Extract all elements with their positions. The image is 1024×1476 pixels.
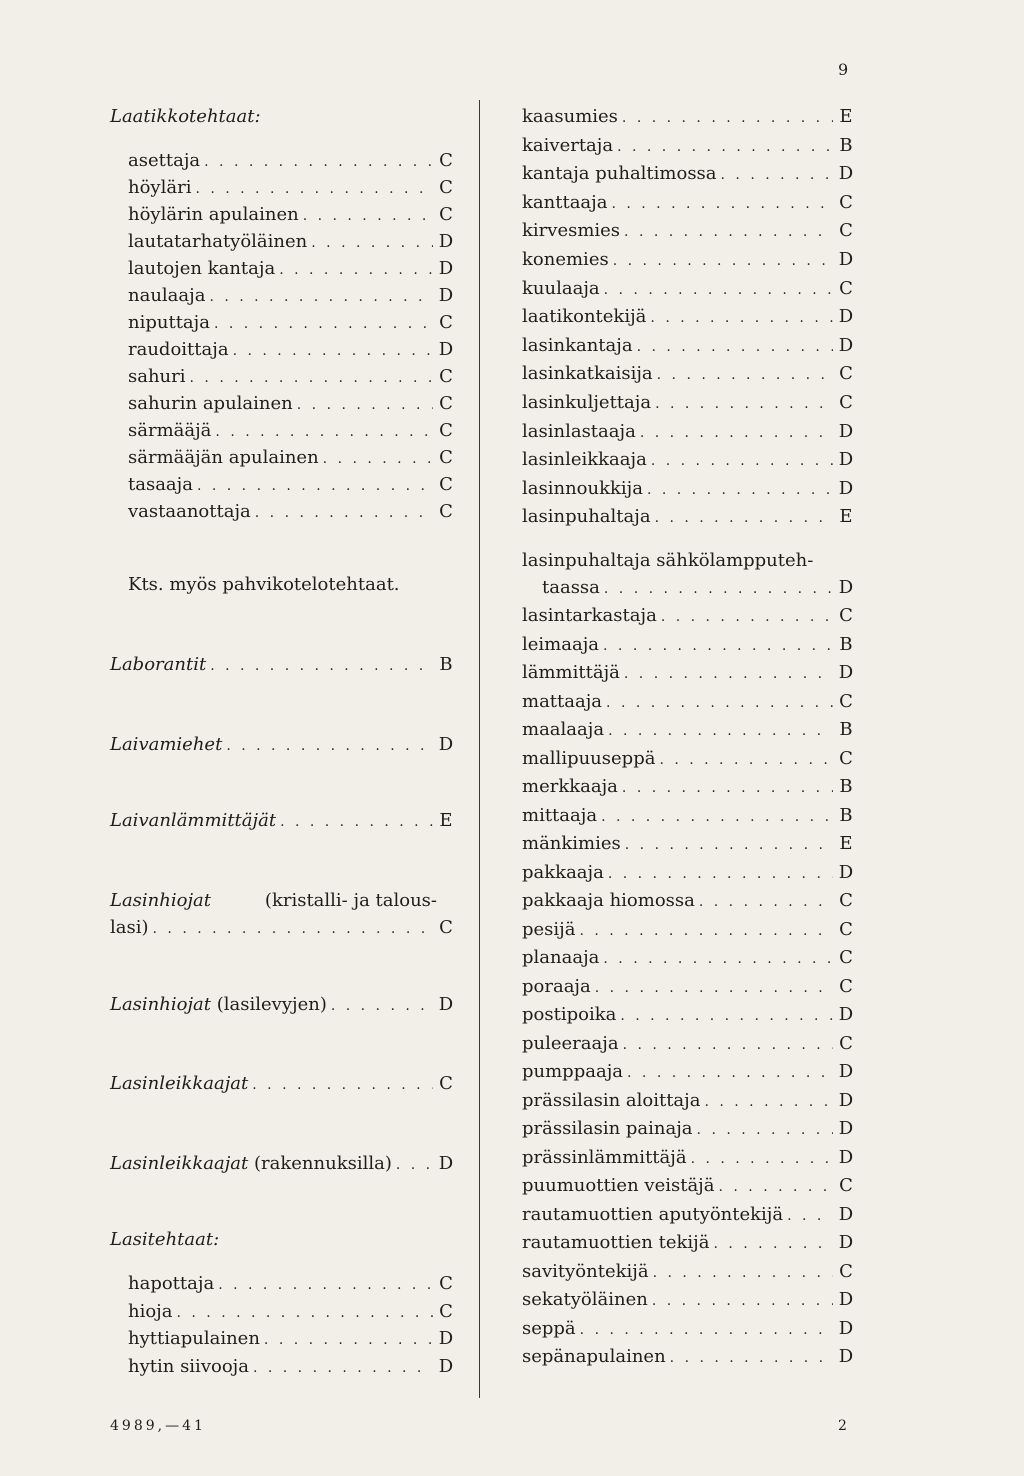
list-item bbox=[522, 363, 855, 386]
list-item bbox=[522, 1289, 855, 1312]
leader-dots bbox=[652, 1290, 833, 1312]
entry-label-rest: (rakennuksilla) bbox=[254, 1153, 392, 1174]
entry-label-italic: Lasinhiojat bbox=[110, 890, 212, 911]
entry-code: B bbox=[839, 719, 853, 740]
list-item bbox=[522, 890, 855, 913]
list-item bbox=[128, 204, 455, 227]
entry-label: merkkaaja bbox=[522, 776, 618, 797]
leader-dots bbox=[719, 1176, 834, 1198]
entry-label: mallipuuseppä bbox=[522, 748, 656, 769]
entry-label: lasintarkastaja bbox=[522, 605, 657, 626]
entry-code: D bbox=[838, 1232, 854, 1253]
leader-dots bbox=[215, 421, 433, 443]
entry-code: D bbox=[438, 339, 454, 360]
entry-label: lasinkatkaisija bbox=[522, 363, 653, 384]
entry-label: prässinlämmittäjä bbox=[522, 1147, 687, 1168]
list-item bbox=[128, 474, 455, 497]
footer-print-code: 4989,—41 bbox=[110, 1418, 206, 1434]
leader-dots bbox=[210, 655, 433, 677]
entry-code: C bbox=[839, 1033, 853, 1054]
entry-label: prässilasin painaja bbox=[522, 1118, 693, 1139]
entry-label: niputtaja bbox=[128, 312, 210, 333]
entry-laivanlammittajat bbox=[110, 810, 455, 833]
entry-code: D bbox=[838, 478, 854, 499]
entry-label: kantaja puhaltimossa bbox=[522, 163, 717, 184]
list-item bbox=[522, 919, 855, 942]
leader-dots bbox=[787, 1205, 833, 1227]
leader-dots bbox=[603, 948, 833, 970]
entry-code: C bbox=[839, 220, 853, 241]
entry-label: lasinlastaaja bbox=[522, 421, 636, 442]
list-item bbox=[522, 805, 855, 828]
list-item bbox=[128, 1356, 455, 1379]
see-also-note: Kts. myös pahvikotelotehtaat. bbox=[128, 574, 400, 595]
leader-dots bbox=[625, 834, 833, 856]
leader-dots bbox=[226, 735, 433, 757]
entry-label: lautojen kantaja bbox=[128, 258, 276, 279]
leader-dots bbox=[233, 340, 433, 362]
list-item bbox=[522, 106, 855, 129]
entry-code: C bbox=[439, 501, 453, 522]
list-item bbox=[522, 1232, 855, 1255]
list-item bbox=[522, 278, 855, 301]
leader-dots bbox=[704, 1091, 833, 1113]
entry-label: lasinnoukkija bbox=[522, 478, 643, 499]
entry-label: pumppaaja bbox=[522, 1061, 624, 1082]
entry-label: pakkaaja bbox=[522, 862, 604, 883]
list-item bbox=[128, 366, 455, 389]
entry-label: kaasumies bbox=[522, 106, 618, 127]
list-item bbox=[128, 339, 455, 362]
leader-dots bbox=[204, 151, 433, 173]
entry-code: D bbox=[838, 449, 854, 470]
entry-code: B bbox=[839, 135, 853, 156]
entry-label-rest: (lasilevyjen) bbox=[216, 994, 327, 1015]
list-item bbox=[128, 1301, 455, 1324]
leader-dots bbox=[670, 1347, 833, 1369]
list-item bbox=[522, 306, 855, 329]
entry-label: tasaaja bbox=[128, 474, 193, 495]
entry-code: B bbox=[839, 634, 853, 655]
list-item bbox=[522, 449, 855, 472]
list-item bbox=[128, 177, 455, 200]
entry-label: höylärin apulainen bbox=[128, 204, 299, 225]
list-item bbox=[522, 662, 855, 685]
entry-code: C bbox=[839, 605, 853, 626]
entry-code: D bbox=[838, 662, 854, 683]
list-item bbox=[522, 220, 855, 243]
heading-laatikkotehtaat: Laatikkotehtaat: bbox=[110, 106, 261, 127]
list-item bbox=[522, 1175, 855, 1198]
entry-label: hioja bbox=[128, 1301, 173, 1322]
entry-label: Laborantit bbox=[110, 654, 207, 675]
entry-label: sepänapulainen bbox=[522, 1346, 666, 1367]
entry-code: C bbox=[839, 278, 853, 299]
entry-label: mänkimies bbox=[522, 833, 621, 854]
entry-label: pesijä bbox=[522, 919, 576, 940]
entry-code: C bbox=[839, 890, 853, 911]
entry-label: lasinkantaja bbox=[522, 335, 633, 356]
entry-code: C bbox=[439, 366, 453, 387]
entry-code: D bbox=[438, 285, 454, 306]
entry-label: raudoittaja bbox=[128, 339, 229, 360]
list-item bbox=[522, 634, 855, 657]
entry-label: hyttiapulainen bbox=[128, 1328, 260, 1349]
leader-dots bbox=[255, 502, 433, 524]
entry-label: planaaja bbox=[522, 947, 600, 968]
entry-label: höyläri bbox=[128, 177, 192, 198]
entry-code: D bbox=[438, 231, 454, 252]
leader-dots bbox=[613, 250, 833, 272]
entry-label: lasinleikkaaja bbox=[522, 449, 647, 470]
leader-dots bbox=[651, 450, 833, 472]
leader-dots bbox=[624, 663, 833, 685]
entry-code: B bbox=[439, 654, 453, 675]
entry-label: naulaaja bbox=[128, 285, 206, 306]
leader-dots bbox=[253, 1357, 433, 1379]
list-item bbox=[522, 1147, 855, 1170]
entry-label: vastaanottaja bbox=[128, 501, 251, 522]
entry-code: D bbox=[838, 577, 854, 598]
leader-dots bbox=[604, 279, 833, 301]
entry-label: lasinpuhaltaja bbox=[522, 506, 651, 527]
entry-sahko-line1: lasinpuhaltaja sähkölampputeh- bbox=[522, 550, 814, 571]
entry-label: asettaja bbox=[128, 150, 201, 171]
entry-code: C bbox=[439, 312, 453, 333]
leader-dots bbox=[622, 777, 833, 799]
entry-code: D bbox=[838, 249, 854, 270]
entry-label: mittaaja bbox=[522, 805, 598, 826]
leader-dots bbox=[604, 578, 833, 600]
list-item bbox=[128, 150, 455, 173]
entry-laivamiehet bbox=[110, 734, 455, 757]
entry-code: C bbox=[839, 1175, 853, 1196]
entry-label: prässilasin aloittaja bbox=[522, 1090, 701, 1111]
entry-label: Laivanlämmittäjät bbox=[110, 810, 277, 831]
entry-code: C bbox=[839, 947, 853, 968]
entry-code: C bbox=[439, 150, 453, 171]
leader-dots bbox=[713, 1233, 833, 1255]
column-divider bbox=[479, 100, 480, 1398]
entry-lasinleikkaajat-rakennuksilla bbox=[110, 1153, 455, 1176]
leader-dots bbox=[601, 806, 833, 828]
leader-dots bbox=[653, 1262, 833, 1284]
entry-label: konemies bbox=[522, 249, 609, 270]
entry-label: puleeraaja bbox=[522, 1033, 619, 1054]
leader-dots bbox=[153, 918, 433, 940]
leader-dots bbox=[661, 606, 833, 628]
list-item bbox=[522, 1318, 855, 1341]
leader-dots bbox=[620, 1005, 833, 1027]
entry-laborantit bbox=[110, 654, 455, 677]
list-item bbox=[128, 1328, 455, 1351]
list-item bbox=[128, 420, 455, 443]
leader-dots bbox=[606, 692, 833, 714]
list-item bbox=[522, 605, 855, 628]
entry-code: C bbox=[439, 393, 453, 414]
list-item bbox=[128, 231, 455, 254]
entry-code: D bbox=[838, 1004, 854, 1025]
leader-dots bbox=[303, 205, 433, 227]
entry-code: C bbox=[839, 919, 853, 940]
list-item bbox=[128, 393, 455, 416]
entry-code: D bbox=[438, 1356, 454, 1377]
leader-dots bbox=[214, 313, 433, 335]
list-item bbox=[522, 719, 855, 742]
leader-dots bbox=[721, 164, 833, 186]
leader-dots bbox=[218, 1274, 433, 1296]
list-item bbox=[522, 1004, 855, 1027]
entry-code: E bbox=[439, 810, 453, 831]
leader-dots bbox=[264, 1329, 433, 1351]
entry-label: sahurin apulainen bbox=[128, 393, 293, 414]
entry-code: D bbox=[838, 421, 854, 442]
entry-label-italic: Lasinhiojat bbox=[110, 994, 212, 1015]
leader-dots bbox=[659, 749, 833, 771]
leader-dots bbox=[697, 1119, 833, 1141]
list-item bbox=[128, 312, 455, 335]
entry-label: postipoika bbox=[522, 1004, 617, 1025]
list-item bbox=[522, 163, 855, 186]
entry-label: särmääjä bbox=[128, 420, 212, 441]
list-item bbox=[128, 285, 455, 308]
leader-dots bbox=[280, 811, 433, 833]
leader-dots bbox=[627, 1062, 833, 1084]
entry-code: D bbox=[838, 1118, 854, 1139]
list-item bbox=[522, 776, 855, 799]
entry-label-italic: Lasinleikkaajat bbox=[110, 1153, 249, 1174]
entry-code: E bbox=[839, 833, 853, 854]
entry-code: D bbox=[438, 258, 454, 279]
leader-dots bbox=[580, 1319, 833, 1341]
list-item bbox=[522, 192, 855, 215]
list-item bbox=[522, 1261, 855, 1284]
leader-dots bbox=[623, 1034, 833, 1056]
entry-label: mattaaja bbox=[522, 691, 603, 712]
list-item bbox=[522, 249, 855, 272]
list-item bbox=[522, 1118, 855, 1141]
entry-label: rautamuottien tekijä bbox=[522, 1232, 710, 1253]
entry-label: leimaaja bbox=[522, 634, 600, 655]
entry-code: B bbox=[839, 776, 853, 797]
entry-code: C bbox=[839, 748, 853, 769]
entry-label: savityöntekijä bbox=[522, 1261, 649, 1282]
list-item bbox=[522, 135, 855, 158]
entry-label: kanttaaja bbox=[522, 192, 608, 213]
leader-dots bbox=[311, 232, 433, 254]
leader-dots bbox=[640, 422, 833, 444]
entry-code: D bbox=[438, 1153, 454, 1174]
leader-dots bbox=[650, 307, 833, 329]
leader-dots bbox=[595, 977, 833, 999]
entry-label: kuulaaja bbox=[522, 278, 600, 299]
entry-label: taassa bbox=[542, 577, 600, 598]
leader-dots bbox=[297, 394, 433, 416]
entry-code: D bbox=[438, 1328, 454, 1349]
entry-label: sahuri bbox=[128, 366, 186, 387]
entry-code: D bbox=[838, 163, 854, 184]
leader-dots bbox=[579, 920, 833, 942]
entry-code: C bbox=[439, 447, 453, 468]
entry-label: lasinkuljettaja bbox=[522, 392, 652, 413]
entry-label: kirvesmies bbox=[522, 220, 621, 241]
list-item bbox=[522, 392, 855, 415]
leader-dots bbox=[699, 891, 833, 913]
entry-code: C bbox=[839, 392, 853, 413]
entry-label: lautatarhatyöläinen bbox=[128, 231, 308, 252]
leader-dots bbox=[177, 1302, 434, 1324]
list-item bbox=[128, 501, 455, 524]
entry-code: D bbox=[838, 1090, 854, 1111]
leader-dots bbox=[617, 136, 833, 158]
list-item bbox=[522, 1346, 855, 1369]
entry-lasinhiojat-kristalli bbox=[110, 917, 455, 940]
list-item bbox=[522, 1204, 855, 1227]
leader-dots bbox=[252, 1074, 433, 1096]
list-item bbox=[522, 976, 855, 999]
leader-dots bbox=[608, 863, 833, 885]
heading-lasitehtaat: Lasitehtaat: bbox=[110, 1229, 220, 1250]
entry-label: Laivamiehet bbox=[110, 734, 223, 755]
entry-label: lasi) bbox=[110, 917, 149, 938]
entry-label: Lasinleikkaajat bbox=[110, 1073, 249, 1094]
list-item bbox=[522, 1061, 855, 1084]
list-item bbox=[522, 691, 855, 714]
entry-label: hytin siivooja bbox=[128, 1356, 249, 1377]
list-item bbox=[128, 258, 455, 281]
list-item bbox=[522, 335, 855, 358]
entry-code: C bbox=[839, 363, 853, 384]
entry-code: D bbox=[838, 1289, 854, 1310]
entry-code: D bbox=[838, 1346, 854, 1367]
entry-code: C bbox=[839, 976, 853, 997]
list-item bbox=[128, 447, 455, 470]
leader-dots bbox=[197, 475, 433, 497]
entry-label: puumuottien veistäjä bbox=[522, 1175, 715, 1196]
list-item bbox=[522, 1090, 855, 1113]
leader-dots bbox=[655, 393, 833, 415]
leader-dots bbox=[190, 367, 433, 389]
entry-code: C bbox=[439, 474, 453, 495]
list-item bbox=[522, 421, 855, 444]
entry-code: C bbox=[839, 1261, 853, 1282]
list-item bbox=[522, 748, 855, 771]
list-item bbox=[522, 506, 855, 529]
entry-code: C bbox=[439, 177, 453, 198]
leader-dots bbox=[624, 221, 833, 243]
entry-label: särmääjän apulainen bbox=[128, 447, 319, 468]
entry-label: lämmittäjä bbox=[522, 662, 620, 683]
entry-label: maalaaja bbox=[522, 719, 605, 740]
entry-code: C bbox=[439, 1273, 453, 1294]
entry-code: E bbox=[839, 506, 853, 527]
leader-dots bbox=[657, 364, 833, 386]
entry-code: D bbox=[838, 1318, 854, 1339]
entry-code: D bbox=[838, 862, 854, 883]
footer-signature-mark: 2 bbox=[838, 1418, 847, 1434]
entry-lasinhiojat-kristalli-line1 bbox=[110, 890, 455, 912]
leader-dots bbox=[279, 259, 433, 281]
leader-dots bbox=[603, 635, 833, 657]
entry-label bbox=[110, 994, 327, 1016]
page-number: 9 bbox=[838, 60, 849, 79]
entry-code: D bbox=[838, 1061, 854, 1082]
list-item bbox=[522, 862, 855, 885]
entry-code: D bbox=[438, 994, 454, 1015]
entry-label: poraaja bbox=[522, 976, 591, 997]
entry-code: B bbox=[839, 805, 853, 826]
entry-code: D bbox=[838, 306, 854, 327]
entry-label-rest: (kristalli- ja talous- bbox=[264, 890, 437, 911]
entry-code: C bbox=[439, 204, 453, 225]
entry-code: C bbox=[839, 691, 853, 712]
entry-code: C bbox=[439, 420, 453, 441]
entry-code: C bbox=[439, 1073, 453, 1094]
leader-dots bbox=[691, 1148, 833, 1170]
entry-code: C bbox=[439, 1301, 453, 1322]
entry-code: D bbox=[838, 1204, 854, 1225]
entry-label: hapottaja bbox=[128, 1273, 215, 1294]
leader-dots bbox=[331, 995, 433, 1017]
entry-code: D bbox=[838, 1147, 854, 1168]
leader-dots bbox=[209, 286, 433, 308]
entry-code: D bbox=[438, 734, 454, 755]
entry-label: laatikontekijä bbox=[522, 306, 647, 327]
entry-code: C bbox=[839, 192, 853, 213]
entry-sahko bbox=[542, 577, 855, 600]
list-item bbox=[522, 478, 855, 501]
leader-dots bbox=[622, 107, 833, 129]
entry-lasinleikkaajat bbox=[110, 1073, 455, 1096]
leader-dots bbox=[611, 193, 833, 215]
entry-code: E bbox=[839, 106, 853, 127]
entry-label: sekatyöläinen bbox=[522, 1289, 648, 1310]
entry-code: C bbox=[439, 917, 453, 938]
entry-label: kaivertaja bbox=[522, 135, 614, 156]
list-item bbox=[522, 833, 855, 856]
leader-dots bbox=[195, 178, 433, 200]
entry-label: seppä bbox=[522, 1318, 576, 1339]
entry-label: pakkaaja hiomossa bbox=[522, 890, 695, 911]
list-item bbox=[522, 947, 855, 970]
entry-label: rautamuottien aputyöntekijä bbox=[522, 1204, 784, 1225]
leader-dots bbox=[655, 507, 833, 529]
entry-label bbox=[110, 1153, 392, 1175]
entry-lasinhiojat-lasilevy bbox=[110, 994, 455, 1017]
leader-dots bbox=[637, 336, 833, 358]
leader-dots bbox=[608, 720, 833, 742]
leader-dots bbox=[396, 1154, 433, 1176]
entry-code: D bbox=[838, 335, 854, 356]
leader-dots bbox=[647, 479, 833, 501]
leader-dots bbox=[323, 448, 433, 470]
list-item bbox=[128, 1273, 455, 1296]
list-item bbox=[522, 1033, 855, 1056]
